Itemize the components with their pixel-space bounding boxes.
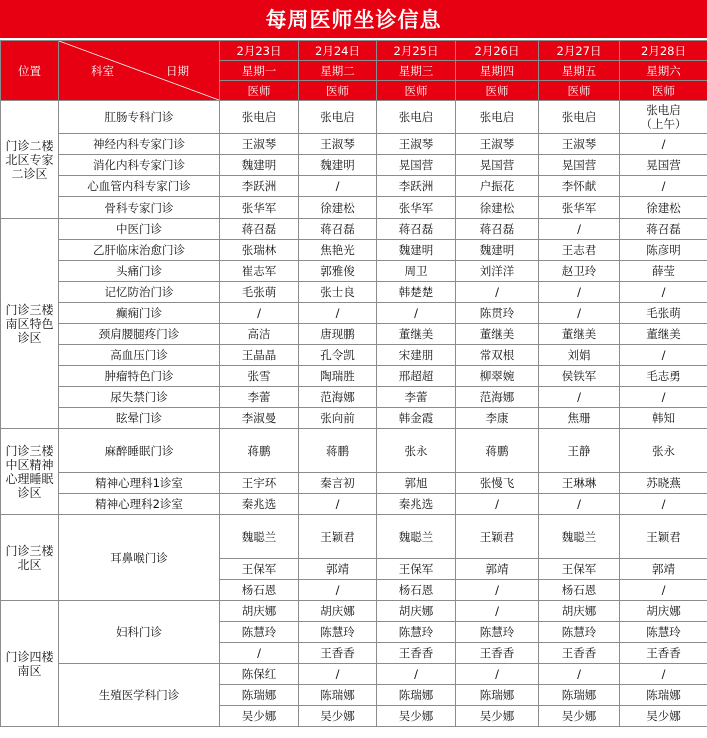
dept-cell: 记忆防治门诊 (59, 282, 220, 303)
doctor-cell: 陈瑞娜 (299, 685, 377, 706)
doctor-cell: 蒋召磊 (299, 219, 377, 240)
doctor-cell: 陈慧玲 (377, 622, 456, 643)
doctor-cell: 王香香 (539, 643, 620, 664)
doctor-cell: 张永 (620, 429, 707, 473)
doctor-cell: 王保军 (220, 559, 299, 580)
doctor-cell: 吴少娜 (377, 706, 456, 727)
table-row (1, 515, 707, 559)
doctor-cell: 董继美 (539, 324, 620, 345)
doctor-cell: / (377, 303, 456, 324)
date-cell: 2月27日 (539, 41, 620, 61)
doctor-cell: / (299, 580, 377, 601)
doctor-cell: / (539, 664, 620, 685)
doctor-cell: 蒋召磊 (220, 219, 299, 240)
dept-cell: 生殖医学科门诊 (59, 664, 220, 727)
doctor-cell: 张电启 (377, 101, 456, 134)
date-header-label: 日期 (166, 64, 189, 78)
doctor-cell: 陶瑞胜 (299, 366, 377, 387)
doctor-cell: 郭靖 (299, 559, 377, 580)
doctor-cell: 郭雅俊 (299, 261, 377, 282)
doctor-cell: 秦言初 (299, 473, 377, 494)
doctor-cell: 毛志勇 (620, 366, 707, 387)
dept-cell: 乙肝临床治愈门诊 (59, 240, 220, 261)
doctor-cell: 胡庆娜 (539, 601, 620, 622)
doctor-cell: / (539, 219, 620, 240)
doctor-cell: 王保军 (377, 559, 456, 580)
doctor-cell: 王颖君 (620, 515, 707, 559)
doctor-cell: 邢超超 (377, 366, 456, 387)
dept-cell: 心血管内科专家门诊 (59, 176, 220, 197)
weekday-cell: 星期五 (539, 61, 620, 81)
doctor-cell: 王淑琴 (299, 134, 377, 155)
doctor-cell: 魏聪兰 (539, 515, 620, 559)
doctor-cell: 王淑琴 (377, 134, 456, 155)
table-row (1, 494, 707, 515)
table-row (1, 240, 707, 261)
dept-cell: 头痛门诊 (59, 261, 220, 282)
doctor-cell: 王颖君 (456, 515, 539, 559)
doctor-cell: 陈贯玲 (456, 303, 539, 324)
doctor-header: 医师 (377, 81, 456, 101)
doctor-cell: 陈慧玲 (539, 622, 620, 643)
doctor-cell: 李怀献 (539, 176, 620, 197)
table-row (1, 176, 707, 197)
doctor-cell: 张电启 (299, 101, 377, 134)
table-row (1, 282, 707, 303)
dept-cell: 中医门诊 (59, 219, 220, 240)
doctor-cell: / (620, 580, 707, 601)
doctor-cell: / (620, 664, 707, 685)
dept-cell: 癫痫门诊 (59, 303, 220, 324)
doctor-cell: / (299, 494, 377, 515)
doctor-cell: 郭靖 (620, 559, 707, 580)
doctor-cell: 焦艳光 (299, 240, 377, 261)
location-cell: 门诊三楼 中区精神 心理睡眠 诊区 (1, 429, 59, 515)
table-row (1, 601, 707, 622)
doctor-header: 医师 (620, 81, 707, 101)
doctor-cell: 晃国营 (377, 155, 456, 176)
doctor-cell: 张雪 (220, 366, 299, 387)
doctor-cell: / (220, 303, 299, 324)
doctor-cell: / (456, 282, 539, 303)
doctor-cell: 陈瑞娜 (539, 685, 620, 706)
doctor-cell: 王琳琳 (539, 473, 620, 494)
doctor-cell: 秦兆选 (377, 494, 456, 515)
diagonal-line (59, 41, 219, 100)
dept-cell: 消化内科专家门诊 (59, 155, 220, 176)
doctor-cell: 胡庆娜 (620, 601, 707, 622)
doctor-cell: / (620, 387, 707, 408)
schedule-table (0, 40, 707, 727)
doctor-cell: 魏建明 (299, 155, 377, 176)
doctor-cell: 吴少娜 (456, 706, 539, 727)
doctor-cell: 王香香 (620, 643, 707, 664)
doctor-cell: 魏建明 (220, 155, 299, 176)
doctor-cell: 郭旭 (377, 473, 456, 494)
table-row (1, 303, 707, 324)
doctor-cell: 高洁 (220, 324, 299, 345)
table-row (1, 261, 707, 282)
doctor-cell: 孔令凯 (299, 345, 377, 366)
weekday-cell: 星期四 (456, 61, 539, 81)
doctor-cell: 陈慧玲 (620, 622, 707, 643)
table-row (1, 366, 707, 387)
doctor-cell: 晃国营 (539, 155, 620, 176)
doctor-cell: 董继美 (377, 324, 456, 345)
doctor-cell: 王保军 (539, 559, 620, 580)
doctor-cell: 陈彦明 (620, 240, 707, 261)
doctor-cell: 张华军 (539, 197, 620, 219)
doctor-cell: 宋建朋 (377, 345, 456, 366)
weekday-cell: 星期六 (620, 61, 707, 81)
weekday-cell: 星期二 (299, 61, 377, 81)
doctor-cell: 晃国营 (456, 155, 539, 176)
doctor-cell: 蒋召磊 (456, 219, 539, 240)
doctor-cell: / (620, 494, 707, 515)
weekday-cell: 星期三 (377, 61, 456, 81)
dept-cell: 肛肠专科门诊 (59, 101, 220, 134)
doctor-cell: 秦兆选 (220, 494, 299, 515)
dept-cell: 眩晕门诊 (59, 408, 220, 429)
doctor-header: 医师 (220, 81, 299, 101)
doctor-cell: 陈慧玲 (456, 622, 539, 643)
doctor-cell: 杨石恩 (377, 580, 456, 601)
doctor-header: 医师 (539, 81, 620, 101)
doctor-cell: 张华军 (377, 197, 456, 219)
doctor-cell: 唐现鹏 (299, 324, 377, 345)
doctor-cell: 户振花 (456, 176, 539, 197)
dept-cell: 精神心理科2诊室 (59, 494, 220, 515)
doctor-cell: 张向前 (299, 408, 377, 429)
doctor-cell: / (456, 494, 539, 515)
doctor-cell: / (539, 387, 620, 408)
doctor-cell: / (539, 282, 620, 303)
doctor-cell: 张慢飞 (456, 473, 539, 494)
doctor-cell: / (299, 664, 377, 685)
doctor-cell: / (539, 494, 620, 515)
doctor-cell: 魏建明 (377, 240, 456, 261)
page-title: 每周医师坐诊信息 (0, 0, 707, 38)
doctor-cell: / (620, 345, 707, 366)
doctor-cell: / (299, 303, 377, 324)
doctor-cell: 蒋鹏 (299, 429, 377, 473)
doctor-cell: 韩知 (620, 408, 707, 429)
doctor-cell: 张电启 （上午） (620, 101, 707, 134)
doctor-cell: 王淑琴 (539, 134, 620, 155)
doctor-cell: 李跃洲 (377, 176, 456, 197)
doctor-cell: 王香香 (456, 643, 539, 664)
doctor-cell: 张士良 (299, 282, 377, 303)
doctor-cell: 薛莹 (620, 261, 707, 282)
doctor-cell: 王宇环 (220, 473, 299, 494)
doctor-cell: / (539, 303, 620, 324)
table-row (1, 387, 707, 408)
doctor-cell: 王淑琴 (456, 134, 539, 155)
doctor-cell: 侯铁军 (539, 366, 620, 387)
doctor-cell: 毛张萌 (620, 303, 707, 324)
doctor-cell: 吴少娜 (620, 706, 707, 727)
doctor-cell: 吴少娜 (539, 706, 620, 727)
table-row (1, 197, 707, 219)
doctor-cell: 李蕾 (220, 387, 299, 408)
doctor-cell: 崔志军 (220, 261, 299, 282)
doctor-cell: 蒋鹏 (456, 429, 539, 473)
table-row (1, 345, 707, 366)
table-row (1, 408, 707, 429)
table-row (1, 219, 707, 240)
doctor-cell: 李康 (456, 408, 539, 429)
dept-cell: 尿失禁门诊 (59, 387, 220, 408)
doctor-cell: / (377, 664, 456, 685)
doctor-cell: / (456, 580, 539, 601)
doctor-cell: / (456, 601, 539, 622)
doctor-cell: 王志君 (539, 240, 620, 261)
doctor-cell: 晃国营 (620, 155, 707, 176)
doctor-cell: 陈慧玲 (220, 622, 299, 643)
dept-date-header (59, 41, 220, 101)
date-cell: 2月24日 (299, 41, 377, 61)
doctor-cell: 蒋鹏 (220, 429, 299, 473)
doctor-cell: 王静 (539, 429, 620, 473)
doctor-cell: 郭靖 (456, 559, 539, 580)
doctor-cell: 周卫 (377, 261, 456, 282)
doctor-cell: 陈瑞娜 (620, 685, 707, 706)
doctor-cell: 刘洋洋 (456, 261, 539, 282)
location-cell: 门诊三楼 南区特色 诊区 (1, 219, 59, 429)
doctor-cell: 董继美 (620, 324, 707, 345)
doctor-cell: 李淑曼 (220, 408, 299, 429)
doctor-cell: 魏建明 (456, 240, 539, 261)
date-cell: 2月26日 (456, 41, 539, 61)
doctor-cell: 王香香 (299, 643, 377, 664)
doctor-cell: 陈瑞娜 (456, 685, 539, 706)
dept-cell: 高血压门诊 (59, 345, 220, 366)
doctor-cell: / (456, 664, 539, 685)
dept-cell: 骨科专家门诊 (59, 197, 220, 219)
doctor-cell: 胡庆娜 (220, 601, 299, 622)
dept-cell: 耳鼻喉门诊 (59, 515, 220, 601)
doctor-cell: 王淑琴 (220, 134, 299, 155)
doctor-header: 医师 (456, 81, 539, 101)
doctor-cell: 魏聪兰 (377, 515, 456, 559)
doctor-cell: 李跃洲 (220, 176, 299, 197)
doctor-cell: 陈瑞娜 (220, 685, 299, 706)
table-row (1, 155, 707, 176)
table-row (1, 101, 707, 134)
date-cell: 2月25日 (377, 41, 456, 61)
doctor-cell: 蒋召磊 (620, 219, 707, 240)
doctor-header: 医师 (299, 81, 377, 101)
location-cell: 门诊四楼 南区 (1, 601, 59, 727)
doctor-cell: 赵卫玲 (539, 261, 620, 282)
doctor-cell: 陈慧玲 (299, 622, 377, 643)
doctor-cell: 李蕾 (377, 387, 456, 408)
doctor-cell: 张电启 (456, 101, 539, 134)
table-row (1, 134, 707, 155)
doctor-cell: 陈瑞娜 (377, 685, 456, 706)
doctor-cell: 刘娟 (539, 345, 620, 366)
table-row (1, 664, 707, 685)
doctor-cell: 蒋召磊 (377, 219, 456, 240)
doctor-cell: 常双根 (456, 345, 539, 366)
doctor-cell: 董继美 (456, 324, 539, 345)
doctor-cell: 王颖君 (299, 515, 377, 559)
doctor-cell: 王晶晶 (220, 345, 299, 366)
doctor-cell: 毛张萌 (220, 282, 299, 303)
doctor-cell: / (299, 176, 377, 197)
doctor-cell: 魏聪兰 (220, 515, 299, 559)
doctor-cell: 吴少娜 (299, 706, 377, 727)
doctor-cell: 柳翠婉 (456, 366, 539, 387)
doctor-cell: 胡庆娜 (299, 601, 377, 622)
doctor-cell: 苏晓燕 (620, 473, 707, 494)
doctor-cell: 张华军 (220, 197, 299, 219)
dept-cell: 妇科门诊 (59, 601, 220, 664)
dept-cell: 精神心理科1诊室 (59, 473, 220, 494)
doctor-cell: 王香香 (377, 643, 456, 664)
table-row (1, 473, 707, 494)
doctor-cell: 韩金霞 (377, 408, 456, 429)
dept-cell: 颈肩腰腿疼门诊 (59, 324, 220, 345)
date-cell: 2月28日 (620, 41, 707, 61)
doctor-cell: 徐建松 (456, 197, 539, 219)
location-cell: 门诊三楼 北区 (1, 515, 59, 601)
doctor-cell: 陈保红 (220, 664, 299, 685)
doctor-cell: 范海娜 (456, 387, 539, 408)
doctor-cell: 徐建松 (299, 197, 377, 219)
doctor-cell: / (620, 176, 707, 197)
doctor-cell: / (220, 643, 299, 664)
doctor-cell: 张电启 (220, 101, 299, 134)
date-cell: 2月23日 (220, 41, 299, 61)
dept-cell: 肿瘤特色门诊 (59, 366, 220, 387)
doctor-cell: 焦珊 (539, 408, 620, 429)
doctor-cell: 韩楚楚 (377, 282, 456, 303)
location-cell: 门诊二楼 北区专家 二诊区 (1, 101, 59, 219)
dept-cell: 神经内科专家门诊 (59, 134, 220, 155)
doctor-cell: 徐建松 (620, 197, 707, 219)
table-row (1, 324, 707, 345)
weekday-cell: 星期一 (220, 61, 299, 81)
doctor-cell: 杨石恩 (220, 580, 299, 601)
doctor-cell: 杨石恩 (539, 580, 620, 601)
position-header: 位置 (1, 41, 59, 101)
doctor-cell: 张永 (377, 429, 456, 473)
doctor-cell: / (620, 134, 707, 155)
doctor-cell: 吴少娜 (220, 706, 299, 727)
doctor-cell: 张瑞林 (220, 240, 299, 261)
table-row (1, 429, 707, 473)
doctor-cell: 范海娜 (299, 387, 377, 408)
doctor-cell: 张电启 (539, 101, 620, 134)
doctor-cell: / (620, 282, 707, 303)
doctor-cell: 胡庆娜 (377, 601, 456, 622)
dept-header-label: 科室 (91, 64, 114, 78)
dept-cell: 麻醉睡眠门诊 (59, 429, 220, 473)
